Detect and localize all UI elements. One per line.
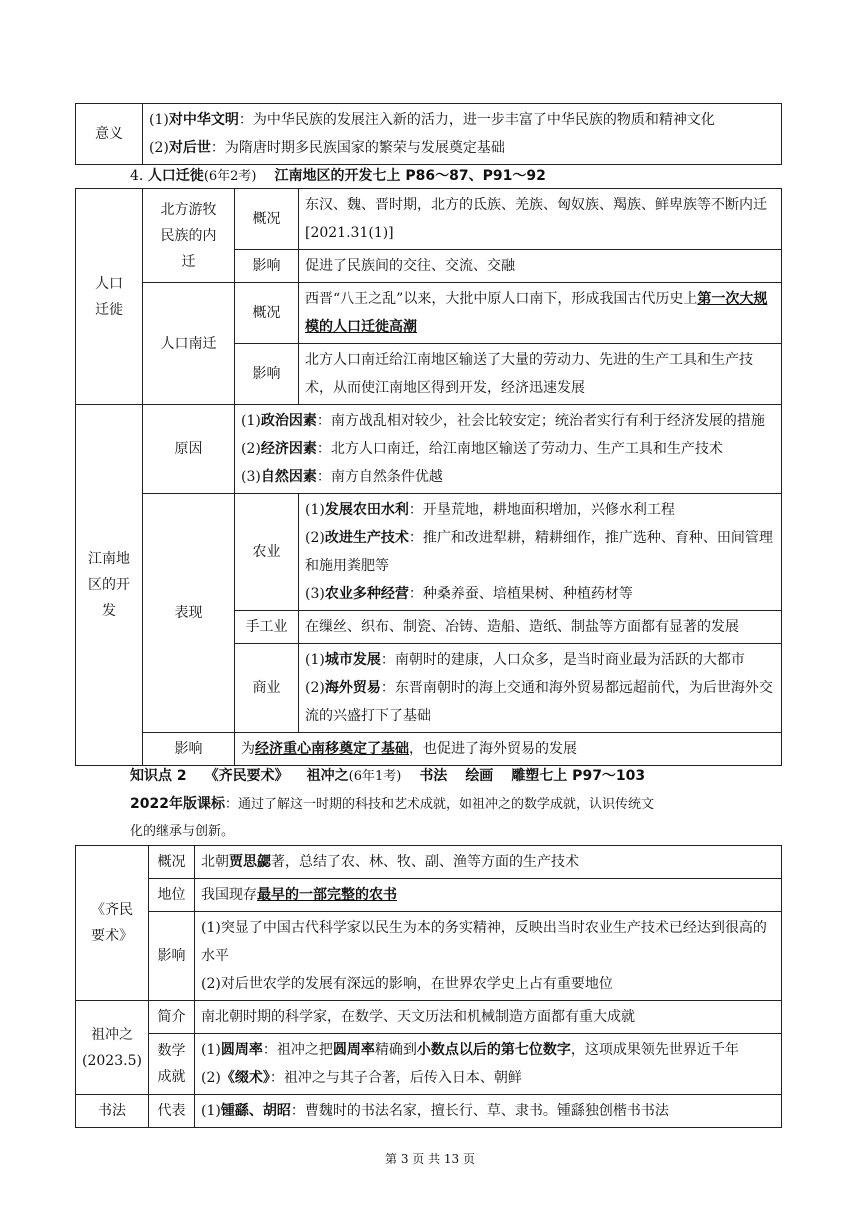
label-significance: 意义 bbox=[76, 104, 143, 165]
cell-significance: (1)对中华文明：为中华民族的发展注入新的活力，进一步丰富了中华民族的物质和精神文化 (2)对后世：为隋唐时期多民族国家的繁荣与发展奠定基础 bbox=[143, 104, 782, 165]
label-overview: 概况 bbox=[235, 283, 299, 344]
knowledge-point-2-heading: 知识点 2 《齐民要术》 祖冲之(6年1考) 书法 绘画 雕塑七上 P97～103 bbox=[130, 768, 646, 784]
section-heading-4: 4. 人口迁徙(6年2考) 江南地区的开发七上 P86～87、P91～92 bbox=[130, 168, 546, 184]
label-commerce: 商业 bbox=[235, 644, 299, 733]
cell-calligraphy: (1)锺繇、胡昭：曹魏时的书法名家，擅长行、草、隶书。锺繇独创楷书书法 bbox=[195, 1095, 782, 1128]
page-footer: 第 3 页 共 13 页 bbox=[385, 1152, 475, 1166]
label-agriculture: 农业 bbox=[235, 494, 299, 611]
table-migration-jiangnan bbox=[75, 188, 782, 766]
label-performance: 表现 bbox=[143, 494, 235, 733]
curriculum-standard: 2022年版课标：通过了解这一时期的科技和艺术成就，如祖冲之的数学成就，认识传统文 bbox=[130, 796, 654, 812]
label-jiangnan: 江南地区的开发 bbox=[76, 405, 143, 766]
label-math-achievement: 数学成就 bbox=[149, 1034, 195, 1095]
label-calligraphy: 书法 bbox=[76, 1095, 149, 1128]
label-migration: 人口迁徙 bbox=[76, 189, 143, 405]
label-south-migration: 人口南迁 bbox=[143, 283, 235, 405]
label-intro: 简介 bbox=[149, 1001, 195, 1034]
label-influence: 影响 bbox=[149, 912, 195, 1001]
table-achievements bbox=[75, 845, 782, 1128]
cell-nomad-overview: 东汉、魏、晋时期，北方的氐族、羌族、匈奴族、羯族、鲜卑族等不断内迁[2021.31(1)] bbox=[299, 189, 782, 250]
label-reason: 原因 bbox=[143, 405, 235, 494]
label-influence: 影响 bbox=[235, 250, 299, 283]
label-effect: 影响 bbox=[143, 733, 235, 766]
label-handicraft: 手工业 bbox=[235, 611, 299, 644]
label-nomad-migration: 北方游牧民族的内迁 bbox=[143, 189, 235, 283]
label-overview: 概况 bbox=[149, 846, 195, 879]
label-zu-chongzhi: 祖冲之 (2023.5) bbox=[76, 1001, 149, 1095]
table-significance bbox=[75, 103, 782, 165]
cell-zu-math: (1)圆周率：祖冲之把圆周率精确到小数点以后的第七位数字，这项成果领先世界近千年 (2)《缀术》：祖冲之与其子合著，后传入日本、朝鲜 bbox=[195, 1034, 782, 1095]
cell-south-overview: 西晋“八王之乱”以来，大批中原人口南下，形成我国古代历史上第一次大规模的人口迁徙高潮 bbox=[299, 283, 782, 344]
cell-zu-intro: 南北朝时期的科学家，在数学、天文历法和机械制造方面都有重大成就 bbox=[195, 1001, 782, 1034]
cell-agriculture: (1)发展农田水利：开垦荒地，耕地面积增加，兴修水利工程 (2)改进生产技术：推广和改进犁耕，精耕细作，推广选种、育种、田间管理和施用粪肥等 (3)农业多种经营：种桑养蚕、培植果树、种植药材等 bbox=[299, 494, 782, 611]
label-influence: 影响 bbox=[235, 344, 299, 405]
label-overview: 概况 bbox=[235, 189, 299, 250]
cell-handicraft: 在缫丝、织布、制瓷、冶铸、造船、造纸、制盐等方面都有显著的发展 bbox=[299, 611, 782, 644]
cell-effect: 为经济重心南移奠定了基础，也促进了海外贸易的发展 bbox=[235, 733, 782, 766]
cell-qimin-influence: (1)突显了中国古代科学家以民生为本的务实精神，反映出当时农业生产技术已经达到很高的水平 (2)对后世农学的发展有深远的影响，在世界农学史上占有重要地位 bbox=[195, 912, 782, 1001]
cell-nomad-influence: 促进了民族间的交往、交流、交融 bbox=[299, 250, 782, 283]
label-qimin-yaoshu: 《齐民要术》 bbox=[76, 846, 149, 1001]
cell-qimin-status: 我国现存最早的一部完整的农书 bbox=[195, 879, 782, 912]
cell-qimin-overview: 北朝贾思勰著，总结了农、林、牧、副、渔等方面的生产技术 bbox=[195, 846, 782, 879]
curriculum-standard-cont: 化的继承与创新。 bbox=[130, 824, 235, 839]
label-status: 地位 bbox=[149, 879, 195, 912]
label-representative: 代表 bbox=[149, 1095, 195, 1128]
cell-commerce: (1)城市发展：南朝时的建康，人口众多，是当时商业最为活跃的大都市 (2)海外贸易：东晋南朝时的海上交通和海外贸易都远超前代，为后世海外交流的兴盛打下了基础 bbox=[299, 644, 782, 733]
cell-south-influence: 北方人口南迁给江南地区输送了大量的劳动力、先进的生产工具和生产技术，从而使江南地区得到开发，经济迅速发展 bbox=[299, 344, 782, 405]
cell-reasons: (1)政治因素：南方战乱相对较少，社会比较安定；统治者实行有利于经济发展的措施 (2)经济因素：北方人口南迁，给江南地区输送了劳动力、生产工具和生产技术 (3)自然因素：南方自然条件优越 bbox=[235, 405, 782, 494]
